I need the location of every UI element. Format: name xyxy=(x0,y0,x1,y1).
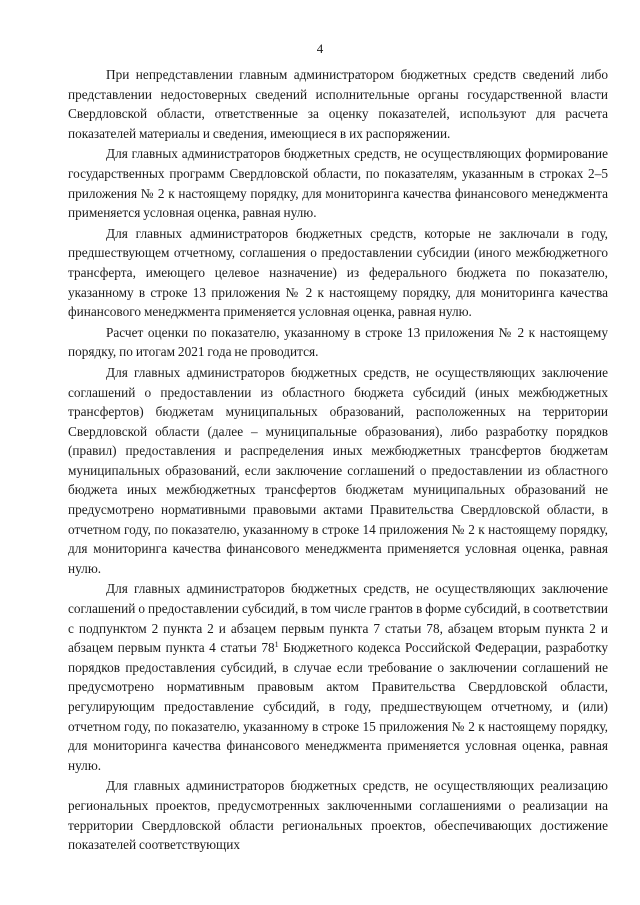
paragraph-no-state-programs: Для главных администраторов бюджетных средств, не осуществляющих формирование государственных программ Свердловской области, по показателям, указанным в строках 2–5 приложения № 2 к настоящему порядку, для мониторинга качества финансового менеджмента применяется условная оценка, равная нулю. xyxy=(68,146,608,221)
document-body xyxy=(68,65,608,855)
page-number: 4 xyxy=(316,41,324,56)
paragraph-no-municipal-transfers: Для главных администраторов бюджетных средств, не осуществляющих заключение соглашений о предоставлении из областного бюджета субсидий (иных межбюджетных трансфертов) бюджетам муниципальных образований, расположенных на территории Свердловской области (далее – муниципальные образования), либо разработку порядков (правил) предоставления и распределения иных межбюджетных трансфертов бюджетам муниципальных образований, если заключение соглашений о предоставлении из областного бюджета иных межбюджетных трансфертов бюджетам муниципальных образований не предусмотрено нормативными правовыми актами Правительства Свердловской области, в отчетном году, по показателю, указанному в строке 14 приложения № 2 к настоящему порядку, для мониторинга качества финансового менеджмента применяется условная оценка, равная нулю. xyxy=(68,364,608,576)
paragraph-missing-data: При непредставлении главным администратором бюджетных средств сведений либо представлении недостоверных сведений исполнительные органы государственной власти Свердловской области, ответственные за оценку показателей, используют для расчета показателей материалы и сведения, имеющиеся в их распоряжении. xyxy=(68,67,608,141)
paragraph-text-after-superscript: Бюджетного кодекса Российской Федерации, разработку порядков предоставления субсидий, в случае если требование о заключении соглашений не предусмотрено нормативным правовым актом Правительства Свердловской области, регулирующим предоставление субсидий, в году, предшествующем отчетному, и (или) отчетном году, по показателю, указанному в строке 15 приложения № 2 к настоящему порядку, для мониторинга качества финансового менеджмента применяется условная оценка, равная нулю. xyxy=(68,640,608,773)
paragraph-line-13-not-calculated: Расчет оценки по показателю, указанному в строке 13 приложения № 2 к настоящему порядку, по итогам 2021 года не проводится. xyxy=(68,324,608,360)
paragraph-no-subsidy-agreements xyxy=(68,579,608,775)
paragraph-no-federal-agreements: Для главных администраторов бюджетных средств, которые не заключали в году, предшествующем отчетному, соглашения о предоставлении субсидии (иного межбюджетного трансферта, имеющего целевое назначение) из федерального бюджета по показателю, указанному в строке 13 приложения № 2 к настоящему порядку, для мониторинга качества финансового менеджмента применяется условная оценка, равная нулю. xyxy=(68,225,608,320)
paragraph-text-before-superscript: Для главных администраторов бюджетных средств, не осуществляющих заключение соглашений о предоставлении субсидий, в том числе грантов в форме субсидий, в соответствии с подпунктом 2 пункта 2 и абзацем первым пункта 7 статьи 78, абзацем вторым пункта 2 и абзацем первым пункта 4 статьи 78 xyxy=(68,581,608,656)
superscript-article-index: 1 xyxy=(274,640,279,650)
paragraph-no-regional-projects: Для главных администраторов бюджетных средств, не осуществляющих реализацию региональных проектов, предусмотренных заключенными соглашениями о реализации на территории Свердловской области региональных проектов, обеспечивающих достижение показателей соответствующих xyxy=(68,778,608,853)
